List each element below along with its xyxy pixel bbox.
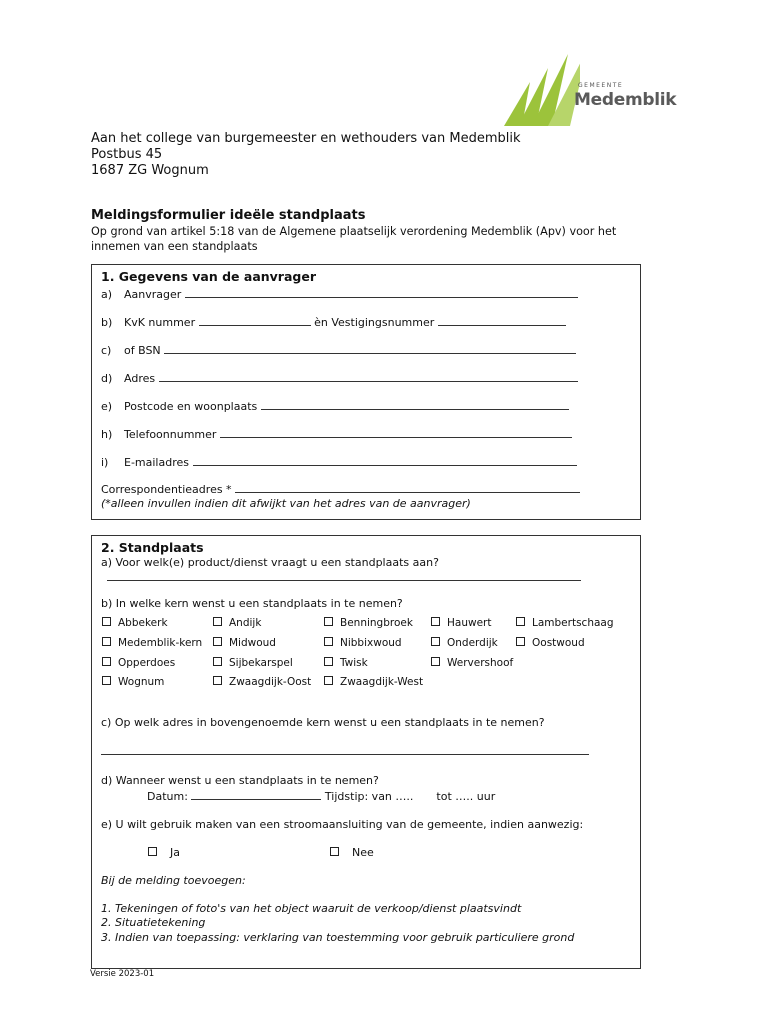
checkbox-hauwert[interactable]: Hauwert (431, 617, 491, 629)
product-answer-field[interactable] (101, 570, 581, 584)
form-title: Meldingsformulier ideële standplaats (91, 208, 366, 223)
field-telefoon[interactable]: h) Telefoonnummer (101, 427, 572, 441)
checkbox-square[interactable] (102, 637, 111, 646)
address-line-3: 1687 ZG Wognum (91, 163, 209, 178)
checkbox-nee[interactable]: Nee (330, 846, 374, 859)
question-adres: c) Op welk adres in bovengenoemde kern wenst u een standplaats in te nemen? (101, 716, 545, 729)
postcode-line[interactable] (261, 399, 569, 410)
checkbox-twisk[interactable]: Twisk (324, 657, 368, 669)
checkbox-nibbixwoud[interactable]: Nibbixwoud (324, 637, 402, 649)
checkbox-square[interactable] (324, 676, 333, 685)
aanvrager-line[interactable] (185, 287, 578, 298)
checkbox-square[interactable] (102, 657, 111, 666)
checkbox-ja[interactable]: Ja (148, 846, 180, 859)
field-email[interactable]: i) E-mailadres (101, 455, 577, 469)
datum-line[interactable] (191, 789, 321, 800)
version-footer: Versie 2023-01 (90, 969, 155, 979)
adres-line[interactable] (159, 371, 578, 382)
checkbox-square[interactable] (102, 676, 111, 685)
checkbox-square[interactable] (516, 617, 525, 626)
kvk-line[interactable] (199, 315, 311, 326)
checkbox-andijk[interactable]: Andijk (213, 617, 261, 629)
product-line[interactable] (107, 570, 581, 581)
checkbox-benningbroek[interactable]: Benningbroek (324, 617, 413, 629)
checkbox-sijbekarspel[interactable]: Sijbekarspel (213, 657, 293, 669)
checkbox-square[interactable] (213, 617, 222, 626)
checkbox-square[interactable] (213, 637, 222, 646)
question-product: a) Voor welk(e) product/dienst vraagt u een standplaats aan? (101, 556, 439, 569)
checkbox-wervershoof[interactable]: Wervershoof (431, 657, 513, 669)
recipient-address (91, 131, 521, 179)
checkbox-square[interactable] (324, 637, 333, 646)
checkbox-square[interactable] (148, 847, 157, 856)
checkbox-square[interactable] (213, 657, 222, 666)
field-bsn[interactable]: c) of BSN (101, 343, 576, 357)
checkbox-square[interactable] (431, 637, 440, 646)
section-1-title: 1. Gegevens van de aanvrager (101, 269, 316, 284)
section-applicant (91, 264, 641, 520)
checkbox-abbekerk[interactable]: Abbekerk (102, 617, 168, 629)
checkbox-square[interactable] (102, 617, 111, 626)
section-standplaats (91, 535, 641, 969)
municipality-logo (500, 46, 677, 130)
telefoon-line[interactable] (220, 427, 572, 438)
checkbox-square[interactable] (213, 676, 222, 685)
checkbox-oostwoud[interactable]: Oostwoud (516, 637, 585, 649)
standplaats-adres-line[interactable] (101, 744, 589, 755)
bijlage-item-3: 3. Indien van toepassing: verklaring van toestemming voor gebruik particuliere grond (101, 931, 575, 944)
checkbox-medemblik-kern[interactable]: Medemblik-kern (102, 637, 202, 649)
section-2-title: 2. Standplaats (101, 540, 204, 555)
vestigingsnummer-line[interactable] (438, 315, 566, 326)
question-wanneer: d) Wanneer wenst u een standplaats in te nemen? (101, 774, 379, 787)
logo-subtitle: GEMEENTE (578, 82, 624, 89)
checkbox-onderdijk[interactable]: Onderdijk (431, 637, 498, 649)
field-correspondentie[interactable]: Correspondentieadres * (101, 482, 580, 496)
checkbox-square[interactable] (324, 617, 333, 626)
correspondentie-line[interactable] (235, 482, 580, 493)
correspondentie-note: (*alleen invullen indien dit afwijkt van het adres van de aanvrager) (101, 497, 471, 510)
checkbox-square[interactable] (516, 637, 525, 646)
field-kvk[interactable]: b) KvK nummer èn Vestigingsnummer (101, 315, 566, 329)
question-kern: b) In welke kern wenst u een standplaats in te nemen? (101, 597, 403, 610)
field-postcode[interactable]: e) Postcode en woonplaats (101, 399, 569, 413)
address-line-1: Aan het college van burgemeester en wethouders van Medemblik (91, 131, 521, 146)
checkbox-zwaagdijk-oost[interactable]: Zwaagdijk-Oost (213, 676, 311, 688)
form-intro: Op grond van artikel 5:18 van de Algemene plaatselijk verordening Medemblik (Apv) voor het innemen van een standplaats (91, 225, 617, 253)
checkbox-square[interactable] (431, 617, 440, 626)
adres-answer-field[interactable] (101, 744, 589, 758)
bijlage-item-1: 1. Tekeningen of foto's van het object waaruit de verkoop/dienst plaatsvindt (101, 902, 522, 915)
field-adres[interactable]: d) Adres (101, 371, 578, 385)
checkbox-opperdoes[interactable]: Opperdoes (102, 657, 175, 669)
checkbox-square[interactable] (324, 657, 333, 666)
field-aanvrager[interactable]: a) Aanvrager (101, 287, 578, 301)
checkbox-midwoud[interactable]: Midwoud (213, 637, 276, 649)
checkbox-wognum[interactable]: Wognum (102, 676, 164, 688)
checkbox-lambertschaag[interactable]: Lambertschaag (516, 617, 614, 629)
bijlage-item-2: 2. Situatietekening (101, 916, 206, 929)
checkbox-square[interactable] (330, 847, 339, 856)
logo-name: Medemblik (574, 90, 677, 110)
bsn-line[interactable] (164, 343, 576, 354)
question-stroom: e) U wilt gebruik maken van een stroomaansluiting van de gemeente, indien aanwezig: (101, 818, 584, 831)
logo-leaves-icon (500, 46, 580, 130)
checkbox-zwaagdijk-west[interactable]: Zwaagdijk-West (324, 676, 423, 688)
datum-tijd-row[interactable]: Datum: Tijdstip: van ….. tot ….. uur (147, 790, 496, 803)
email-line[interactable] (193, 455, 577, 466)
bijlage-title: Bij de melding toevoegen: (101, 874, 246, 887)
checkbox-square[interactable] (431, 657, 440, 666)
address-line-2: Postbus 45 (91, 147, 163, 162)
